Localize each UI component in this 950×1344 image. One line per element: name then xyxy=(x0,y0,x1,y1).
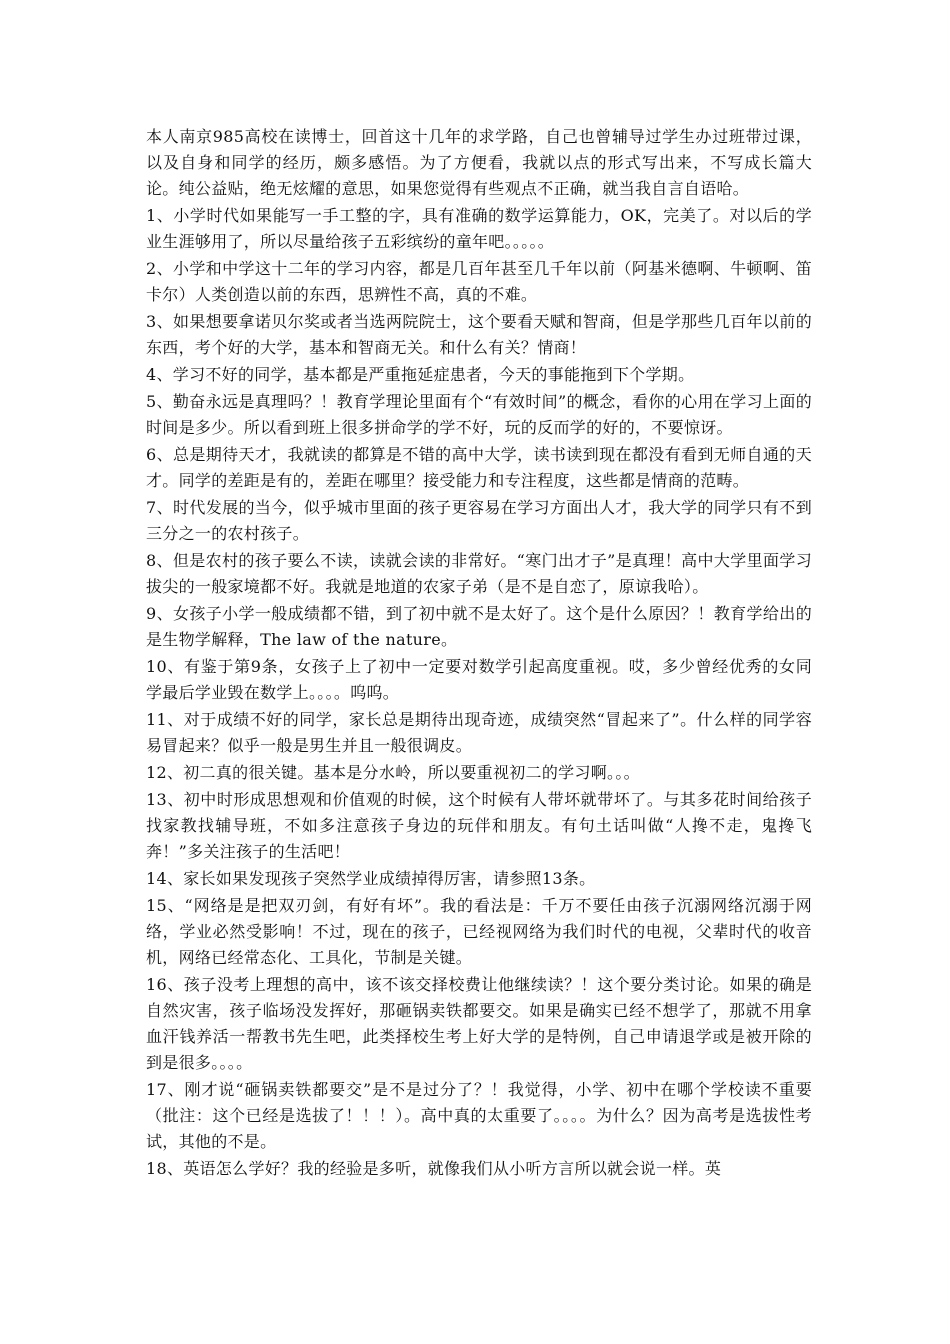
point-12: 12、初二真的很关键。基本是分水岭，所以要重视初二的学习啊。。。 xyxy=(146,763,640,782)
point-16: 16、孩子没考上理想的高中，该不该交择校费让他继续读？！这个要分类讨论。如果的确是自然灾害，孩子临场没发挥好，那砸锅卖铁都要交。如果是确实已经不想学了，那就不用拿血汗钱养活一帮教书先生吧，此类择校生考上好大学的是特例，自己申请退学或是被开除的到是很多。。。。 xyxy=(146,975,812,1072)
point-7: 7、时代发展的当今，似乎城市里面的孩子更容易在学习方面出人才，我大学的同学只有不到三分之一的农村孩子。 xyxy=(146,498,812,543)
point-8: 8、但是农村的孩子要么不读，读就会读的非常好。“寒门出才子”是真理！高中大学里面学习拔尖的一般家境都不好。我就是地道的农家子弟（是不是自恋了，原谅我哈）。 xyxy=(146,551,812,596)
point-4: 4、学习不好的同学，基本都是严重拖延症患者，今天的事能拖到下个学期。 xyxy=(146,365,695,384)
document-page xyxy=(146,124,812,1183)
point-9: 9、女孩子小学一般成绩都不错，到了初中就不是太好了。这个是什么原因？！教育学给出的是生物学解释，The law of the nature。 xyxy=(146,604,812,649)
point-13: 13、初中时形成思想观和价值观的时候，这个时候有人带坏就带坏了。与其多花时间给孩子找家教找辅导班，不如多注意孩子身边的玩伴和朋友。有句土话叫做“人搀不走，鬼搀飞奔！”多关注孩子的生活吧！ xyxy=(146,790,812,861)
point-11: 11、对于成绩不好的同学，家长总是期待出现奇迹，成绩突然“冒起来了”。什么样的同学容易冒起来？似乎一般是男生并且一般很调皮。 xyxy=(146,710,812,755)
point-5: 5、勤奋永远是真理吗？！教育学理论里面有个“有效时间”的概念，看你的心用在学习上面的时间是多少。所以看到班上很多拼命学的学不好，玩的反而学的好的，不要惊讶。 xyxy=(146,392,812,437)
point-6: 6、总是期待天才，我就读的都算是不错的高中大学，读书读到现在都没有看到无师自通的天才。同学的差距是有的，差距在哪里？接受能力和专注程度，这些都是情商的范畴。 xyxy=(146,445,812,490)
point-10: 10、有鉴于第9条，女孩子上了初中一定要对数学引起高度重视。哎，多少曾经优秀的女同学最后学业毁在数学上。。。。呜呜。 xyxy=(146,657,812,702)
point-3: 3、如果想要拿诺贝尔奖或者当选两院院士，这个要看天赋和智商，但是学那些几百年以前的东西，考个好的大学，基本和智商无关。和什么有关？情商！ xyxy=(146,312,812,357)
point-15: 15、“网络是是把双刃剑，有好有坏”。我的看法是：千万不要任由孩子沉溺网络沉溺于网络，学业必然受影响！不过，现在的孩子，已经视网络为我们时代的电视，父辈时代的收音机，网络已经常态化、工具化，节制是关键。 xyxy=(146,896,812,967)
point-1: 1、小学时代如果能写一手工整的字，具有准确的数学运算能力，OK，完美了。对以后的学业生涯够用了，所以尽量给孩子五彩缤纷的童年吧。。。。。 xyxy=(146,206,812,251)
point-2: 2、小学和中学这十二年的学习内容，都是几百年甚至几千年以前（阿基米德啊、牛顿啊、笛卡尔）人类创造以前的东西，思辨性不高，真的不难。 xyxy=(146,259,812,304)
point-17: 17、刚才说“砸锅卖铁都要交”是不是过分了？！我觉得，小学、初中在哪个学校读不重要（批注：这个已经是选拔了！！！）。高中真的太重要了。。。。为什么？因为高考是选拔性考试，其他的不是。 xyxy=(146,1080,812,1151)
point-14: 14、家长如果发现孩子突然学业成绩掉得厉害，请参照13条。 xyxy=(146,869,596,888)
point-18: 18、英语怎么学好？我的经验是多听，就像我们从小听方言所以就会说一样。英 xyxy=(146,1159,722,1178)
intro-paragraph: 本人南京985高校在读博士，回首这十几年的求学路，自己也曾辅导过学生办过班带过课，以及自身和同学的经历，颇多感悟。为了方便看，我就以点的形式写出来，不写成长篇大论。纯公益贴，绝无炫耀的意思，如果您觉得有些观点不正确，就当我自言自语哈。 xyxy=(146,127,812,198)
